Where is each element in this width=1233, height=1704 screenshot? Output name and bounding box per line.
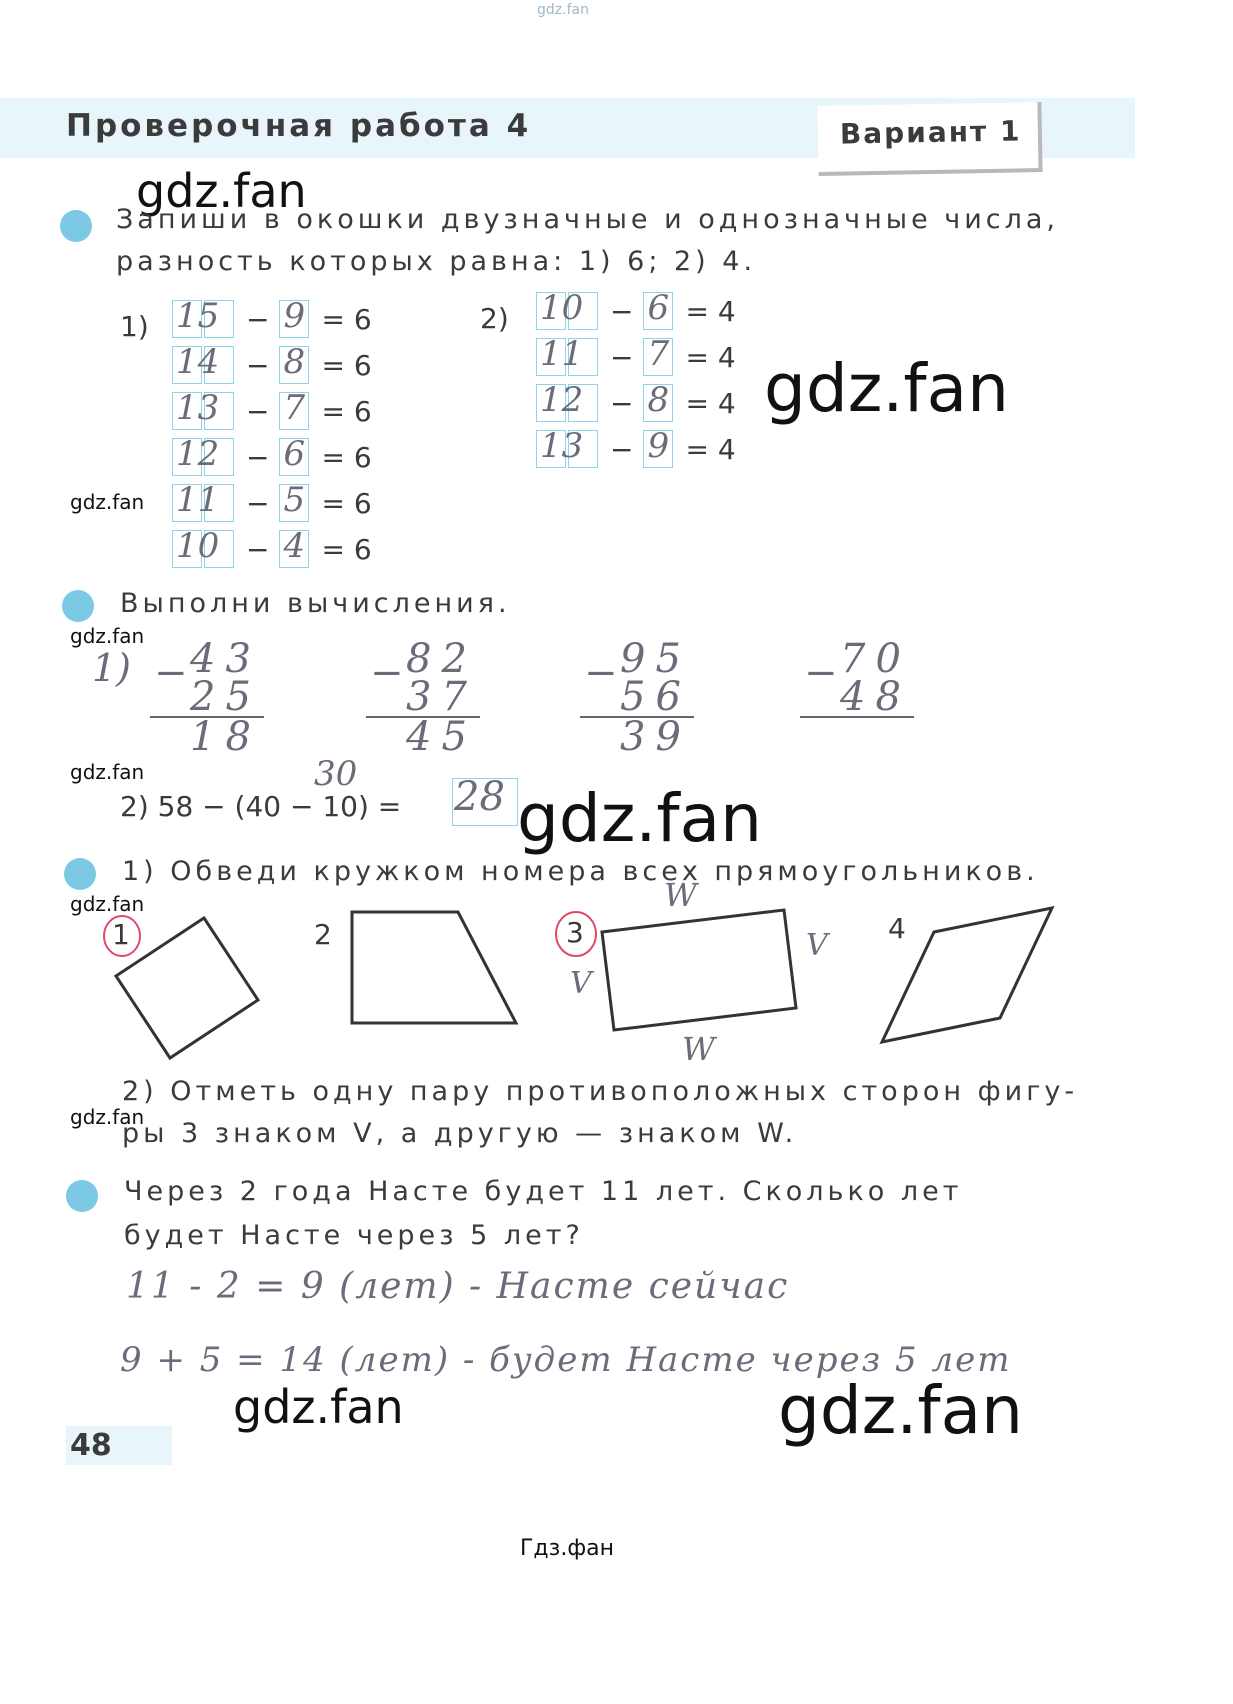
minus-sign: − [610,432,634,466]
watermark: gdz.fan [70,624,145,648]
minus-sign: − [610,386,634,420]
minus-sign: − [154,650,188,696]
answer-box-b [643,334,675,376]
watermark: gdz.fan [233,1380,404,1434]
difference: 45 [406,714,477,760]
task1-text-line2: разность которых равна: 1) 6; 2) 4. [116,246,757,277]
watermark: gdz.fan [778,1372,1023,1449]
equation-row [536,288,736,330]
minus-sign: − [610,340,634,374]
answer-box-a [172,296,236,338]
answer-b: 6 [647,288,670,328]
equation-row [536,334,736,376]
task2-text: Выполни вычисления. [120,588,511,619]
page-title: Проверочная работа 4 [66,108,532,144]
shape-1-square [116,918,258,1058]
task3-text1: 1) Обведи кружком номера всех прямоугольников. [122,856,1039,887]
task2-part2-expression: 2) 58 − (40 − 10) = [120,790,402,823]
column-subtraction [366,636,480,760]
answer-b: 5 [283,480,306,520]
watermark: gdz.fan [70,892,145,916]
answer-box-a [172,480,236,522]
task4-number-icon [66,1180,98,1212]
answer-box-b [279,296,311,338]
minus-sign: − [246,348,270,382]
task2-number-icon [62,590,94,622]
result-text: = 6 [321,348,372,382]
watermark: gdz.fan [70,490,145,514]
column-subtraction [800,636,914,720]
answer-box-a [172,434,236,476]
minus-sign: − [370,650,404,696]
task1-number-icon [60,210,92,242]
task4-answer-line2: 9 + 5 = 14 (лет) - будет Насте через 5 лет [120,1340,1012,1380]
answer-b: 8 [283,342,306,382]
mark-w-top: W [664,876,697,914]
top-watermark: gdz.fan [537,2,589,18]
difference: 18 [190,714,261,760]
equation-row [536,426,736,468]
subtrahend: 37 [366,678,480,718]
equation-row [172,342,372,384]
task3-text2-line1: 2) Отметь одну пару противоположных сторон фигу- [122,1076,1079,1107]
equation-row [172,296,372,338]
watermark: gdz.fan [136,164,307,218]
answer-a: 13 [176,388,220,428]
task4-text-line1: Через 2 года Насте будет 11 лет. Сколько лет [124,1176,963,1207]
answer-a: 13 [540,426,584,466]
answer-box-b [279,388,311,430]
subtrahend: 48 [800,678,914,718]
result-text: = 6 [321,486,372,520]
equation-row [172,526,372,568]
answer-b: 6 [283,434,306,474]
equation-row [172,434,372,476]
subtrahend: 56 [580,678,694,718]
task1-text-line1: Запиши в окошки двузначные и однозначные числа, [116,204,1059,235]
result-text: = 4 [685,432,736,466]
minus-sign: − [246,532,270,566]
minuend: 70 [840,636,911,682]
minus-sign: − [584,650,618,696]
mark-w-bottom: W [682,1030,715,1068]
minus-sign: − [246,302,270,336]
answer-a: 12 [176,434,220,474]
answer-box-a [536,380,600,422]
variant-label: Вариант 1 [839,114,1022,151]
result-text: = 6 [321,440,372,474]
answer-box-b [643,380,675,422]
result-text: = 6 [321,532,372,566]
minus-sign: − [804,650,838,696]
shape-4-parallelogram [882,908,1052,1042]
watermark: gdz.fan [517,780,762,857]
answer-box-b [643,426,675,468]
answer-box-a [536,288,600,330]
result-text: = 4 [685,340,736,374]
answer-a: 10 [540,288,584,328]
column-subtraction [150,636,264,760]
task2-part2-note: 30 [314,754,358,794]
answer-box-a [172,526,236,568]
answer-a: 11 [540,334,584,374]
answer-box-a [536,426,600,468]
answer-b: 7 [647,334,670,374]
task4-answer-line1: 11 - 2 = 9 (лет) - Насте сейчас [126,1266,790,1307]
answer-b: 8 [647,380,670,420]
shape-label-4: 4 [888,912,906,945]
answer-b: 9 [283,296,306,336]
task1-part2-label: 2) [480,302,509,335]
difference: 39 [620,714,691,760]
answer-b: 4 [283,526,306,566]
column-subtraction [580,636,694,760]
watermark: gdz.fan [764,350,1009,427]
task1-part1-label: 1) [120,310,149,343]
answer-a: 10 [176,526,220,566]
answer-box-a [172,388,236,430]
minus-sign: − [246,486,270,520]
minus-sign: − [610,294,634,328]
equation-row [172,388,372,430]
shape-label-2: 2 [314,918,332,951]
answer-box-b [279,480,311,522]
answer-b: 7 [283,388,306,428]
answer-box-a [536,334,600,376]
minuend: 95 [620,636,691,682]
task4-text-line2: будет Насте через 5 лет? [124,1220,584,1251]
answer-a: 12 [540,380,584,420]
minuend: 82 [406,636,477,682]
task2-part1-label: 1) [92,646,132,690]
result-text: = 4 [685,294,736,328]
answer-b: 9 [647,426,670,466]
answer-box-a [172,342,236,384]
mark-v-left: V [570,966,592,1001]
task3-number-icon [64,858,96,890]
answer-a: 14 [176,342,220,382]
answer-box-b [279,434,311,476]
mark-v-right: V [806,928,828,963]
result-text: = 6 [321,394,372,428]
answer-box-b [279,526,311,568]
minuend: 43 [190,636,261,682]
watermark: gdz.fan [70,760,145,784]
footer-text: Гдз.фан [520,1536,614,1561]
answer-box-b [643,288,675,330]
answer-a: 15 [176,296,220,336]
equation-row [536,380,736,422]
shape-label-3: 3 [566,916,584,949]
shape-label-1: 1 [112,918,130,951]
task3-text2-line2: ры 3 знаком V, а другую — знаком W. [122,1118,798,1149]
page-number: 48 [66,1426,172,1465]
answer-box-b [279,342,311,384]
task2-part2-answer: 28 [454,774,505,820]
shape-3-rectangle [602,910,796,1030]
answer-a: 11 [176,480,220,520]
variant-box [817,102,1042,176]
subtrahend: 25 [150,678,264,718]
minus-sign: − [246,394,270,428]
result-text: = 4 [685,386,736,420]
minus-sign: − [246,440,270,474]
equation-row [172,480,372,522]
result-text: = 6 [321,302,372,336]
watermark: gdz.fan [70,1105,145,1129]
shape-2-trapezoid [352,912,516,1023]
